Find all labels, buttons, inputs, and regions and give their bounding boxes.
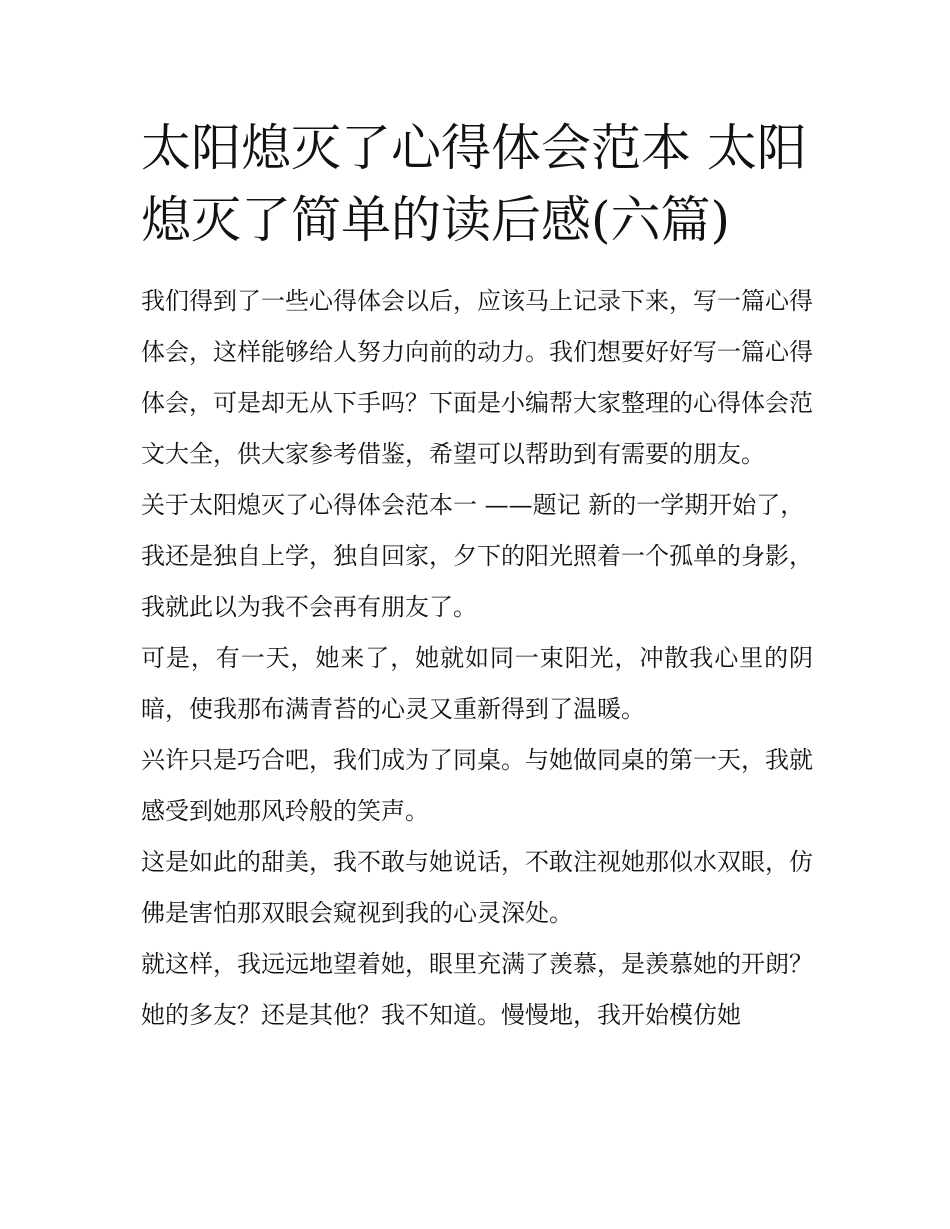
document-title: 太阳熄灭了心得体会范本 太阳熄灭了简单的读后感(六篇) bbox=[141, 119, 807, 249]
paragraph-deskmate: 兴许只是巧合吧，我们成为了同桌。与她做同桌的第一天，我就感受到她那风玲般的笑声。 bbox=[141, 746, 813, 825]
paragraph-sweet: 这是如此的甜美，我不敢与她说话，不敢注视她那似水双眼，仿佛是害怕那双眼会窥视到我的心灵深处。 bbox=[141, 848, 813, 927]
paragraph-admire: 就这样，我远远地望着她，眼里充满了羡慕，是羡慕她的开朗？她的多友？还是其他？我不知道。慢慢地，我开始模仿她 bbox=[141, 950, 813, 1029]
document-body bbox=[141, 112, 813, 1041]
paragraph-intro: 我们得到了一些心得体会以后，应该马上记录下来，写一篇心得体会，这样能够给人努力向前的动力。我们想要好好写一篇心得体会，可是却无从下手吗？下面是小编帮大家整理的心得体会范文大全，供大家参考借鉴，希望可以帮助到有需要的朋友。 bbox=[141, 287, 813, 468]
paragraph-she-came: 可是，有一天，她来了，她就如同一束阳光，冲散我心里的阴暗，使我那布满青苔的心灵又重新得到了温暖。 bbox=[141, 644, 813, 723]
paragraph-section-one: 关于太阳熄灭了心得体会范本一 ——题记 新的一学期开始了，我还是独自上学，独自回家，夕下的阳光照着一个孤单的身影，我就此以为我不会再有朋友了。 bbox=[141, 491, 813, 621]
